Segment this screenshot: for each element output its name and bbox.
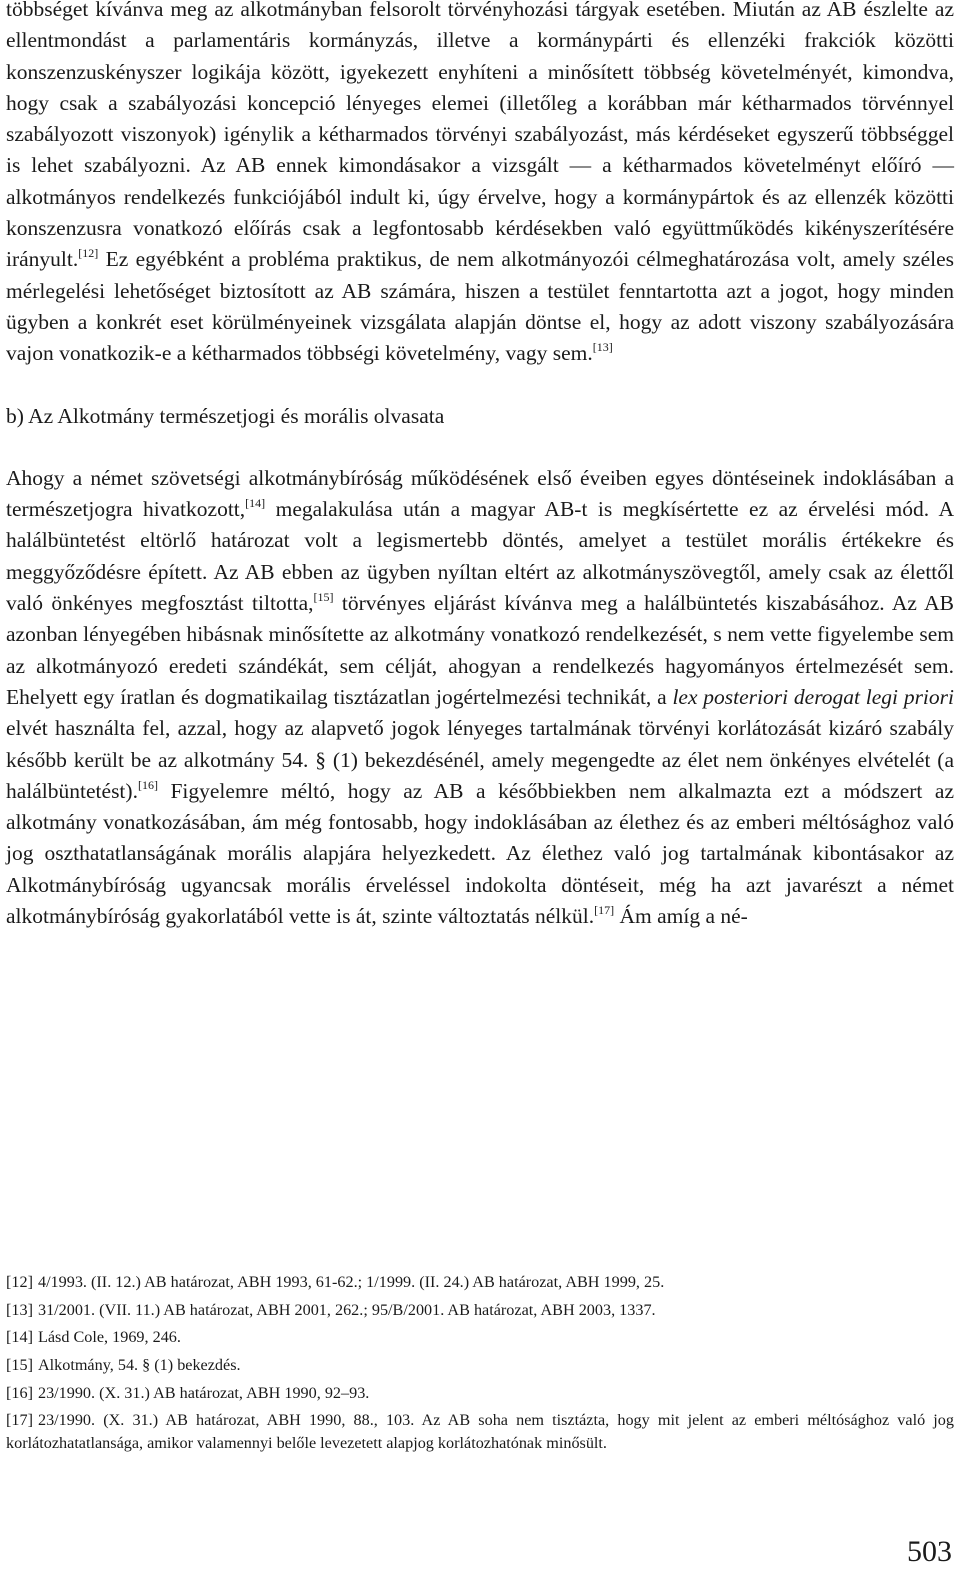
footnotes <box>6 1271 954 1460</box>
paragraph-text: megalakulása után a magyar AB-t is megkísértette ez az érvelési mód. A halálbüntetést eltörlő határozat volt a legismertebb döntés, amelyet a testület morális értékekre és meggyőződésre épített. Az AB ebben az ügyben nyíltan eltért az alkotmányszövegtől, amely csak az élettől való önkényes megfosztást tiltotta, <box>6 497 954 616</box>
footnote-text: 4/1993. (II. 12.) AB határozat, ABH 1993, 61-62.; 1/1999. (II. 24.) AB határozat, ABH 1999, 25. <box>37 1273 665 1291</box>
footnote-text: Lásd Cole, 1969, 246. <box>37 1328 181 1347</box>
paragraph-text: Ám amíg a né- <box>614 904 748 929</box>
footnote-ref-17[interactable]: [17] <box>594 903 615 918</box>
footnote-number: [16] <box>6 1383 33 1402</box>
latin-phrase: lex posteriori derogat legi priori <box>672 684 954 709</box>
paragraph-text: elvét használta fel, azzal, hogy az alapvető jogok lényeges tartalmának törvényi korlátozását kizáró szabály később került be az alkotmány 54. § (1) bekezdésénél, amely megengedte az élet nem önkényes elvételét (a halálbüntetést). <box>6 716 954 803</box>
paragraph-text: törvényes eljárást kívánva meg a halálbüntetés kiszabásához. Az AB azonban lényegében hibásnak minősítette az alkotmány vonatkozó rendelkezését, s nem vette figyelembe sem az alkotmányozó eredeti szándékát, sem célját, ahogyan a rendelkezés hagyományos értelmezését sem. Ehelyett egy íratlan és dogmatikailag tisztázatlan jogértelmezési technikát, a <box>6 591 954 709</box>
paragraph-text: Figyelemre méltó, hogy az AB a későbbiekben nem alkalmazta ezt a módszert az alkotmány vonatkozásában, ám még fontosabb, hogy indoklásában az élethez és az emberi méltósághoz való jog oszthatatlanságának morális alapjára helyezkedett. Az élethez való jog tartalmának kibontásakor az Alkotmánybíróság ugyancsak morális érveléssel indokolta döntéseit, még ha azt javarészt a német alkotmánybíróság gyakorlatából vette is át, szinte változtatás nélkül. <box>6 778 954 929</box>
paragraph-text: Ez egyébként a probléma praktikus, de nem alkotmányozói célmeghatározása volt, amely széles mérlegelési lehetőséget biztosított az AB számára, hiszen a testület fenntartotta azt a jogot, hogy minden ügyben a konkrét eset körülményeinek vizsgálata alapján döntse el, hogy az adott viszony szabályozására vajon vonatkozik-e a kétharmados többségi követelmény, vagy sem. <box>6 247 954 366</box>
footnote-ref-16[interactable]: [16] <box>137 777 158 792</box>
footnote-12 <box>6 1271 954 1294</box>
footnote-ref-13[interactable]: [13] <box>592 340 613 355</box>
footnote-ref-14[interactable]: [14] <box>245 496 266 511</box>
paragraph-1 <box>6 0 954 370</box>
footnote-text: 23/1990. (X. 31.) AB határozat, ABH 1990, 92–93. <box>37 1383 370 1402</box>
footnote-13 <box>6 1299 954 1322</box>
section-heading: b) Az Alkotmány természetjogi és morális olvasata <box>6 403 445 428</box>
footnote-16 <box>6 1382 954 1405</box>
footnote-number: [13] <box>6 1300 33 1319</box>
paragraph-text: többséget kívánva meg az alkotmányban felsorolt törvényhozási tárgyak esetében. Miután az AB észlelte az ellentmondást a parlamentáris kormányzás, illetve a kormánypárti és ellenzéki frakciók közötti konszenzuskényszer logikája között, igyekezett enyhíteni a minősített többség követelményét, kimondva, hogy csak a szabályozási koncepció lényeges elemei (illetőleg a korábban már kétharmados törvénnyel szabályozott viszonyok) igénylik a kétharmados törvényi szabályozást, más kérdéseket egyszerű többséggel is lehet szabályozni. Az AB ennek kimondásakor a vizsgált — a kétharmados követelményt előíró — alkotmányos rendelkezés funkciójából indult ki, úgy érvelve, hogy a kormánypártok és az ellenzék közötti konszenzusra vonatkozó előírás csak a legfontosabb kérdésekben való együttműködés kikényszerítésére irányult. <box>6 0 954 272</box>
footnote-number: [12] <box>6 1273 33 1291</box>
footnote-text: 31/2001. (VII. 11.) AB határozat, ABH 2001, 262.; 95/B/2001. AB határozat, ABH 2003, 1337. <box>37 1300 656 1319</box>
page-number: 503 <box>907 1535 952 1568</box>
footnote-17 <box>6 1409 954 1454</box>
footnote-ref-12[interactable]: [12] <box>78 246 99 261</box>
footnote-15 <box>6 1354 954 1377</box>
paragraph-2 <box>6 463 954 932</box>
footnote-14 <box>6 1326 954 1349</box>
footnote-number: [15] <box>6 1356 33 1375</box>
footnote-text: 23/1990. (X. 31.) AB határozat, ABH 1990, 88., 103. Az AB soha nem tisztázta, hogy mit jelent az emberi méltósághoz való jog korlátozhatatlansága, amikor valamennyi belőle levezetett alapjog korlátozhatónak minősült. <box>6 1411 954 1452</box>
footnote-text: Alkotmány, 54. § (1) bekezdés. <box>37 1356 241 1375</box>
footnote-number: [17] <box>6 1411 33 1430</box>
body-text <box>6 0 954 932</box>
footnote-ref-15[interactable]: [15] <box>313 590 334 605</box>
paragraph-text: Ahogy a német szövetségi alkotmánybíróság működésének első éveiben egyes döntéseinek indoklásában a természetjogra hivatkozott, <box>6 465 954 522</box>
footnote-number: [14] <box>6 1328 33 1347</box>
